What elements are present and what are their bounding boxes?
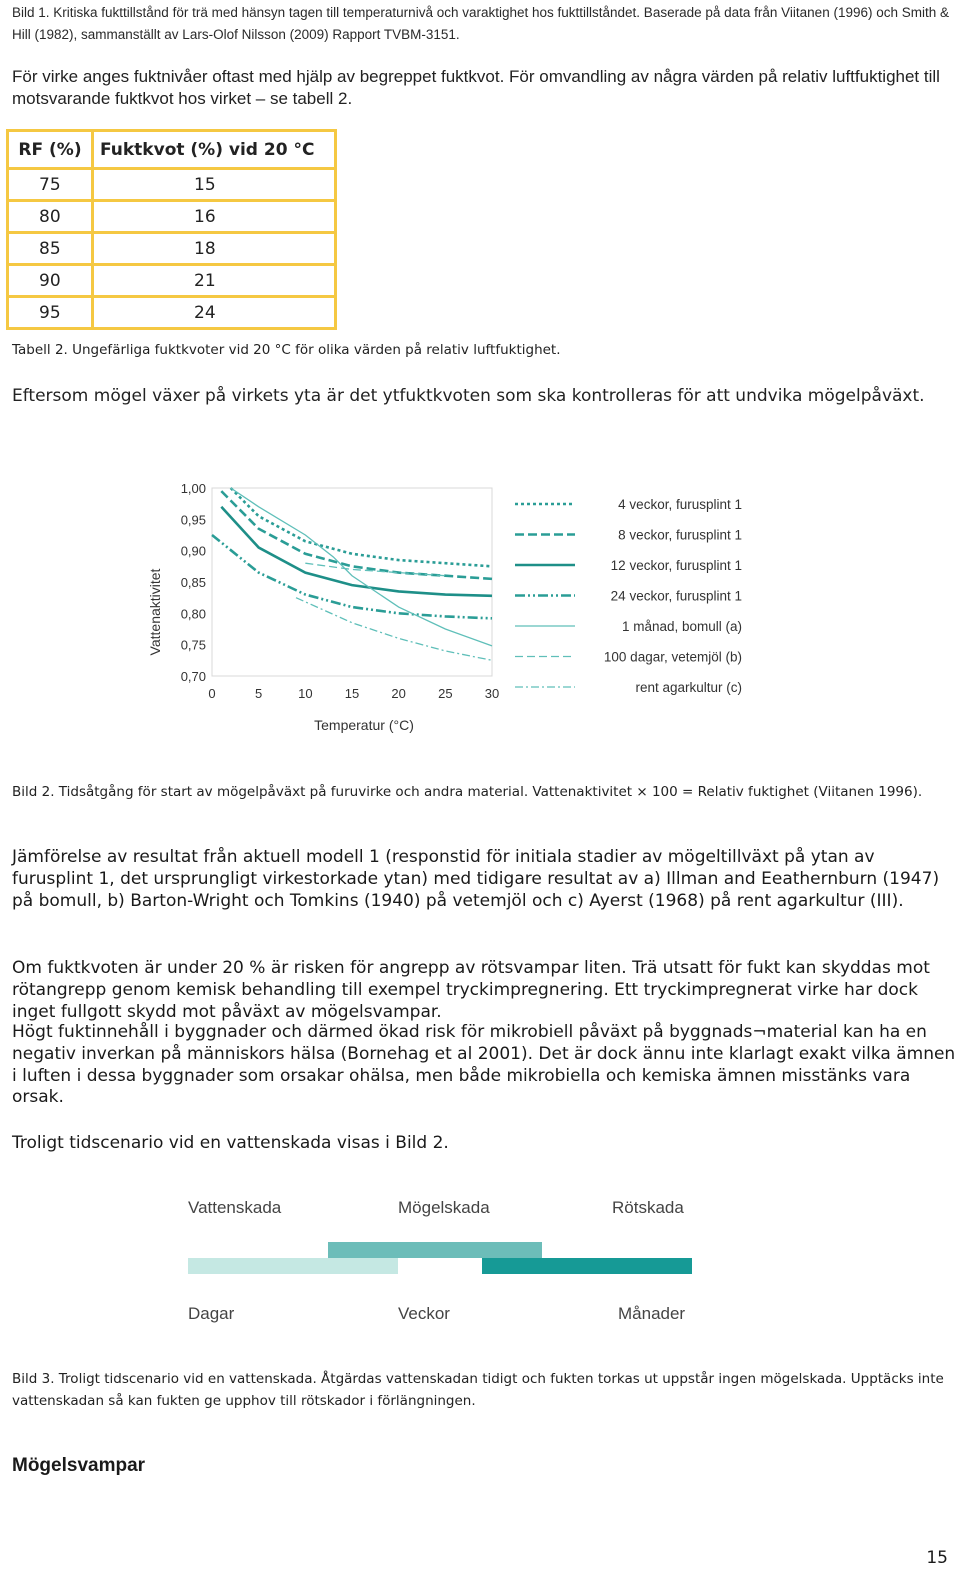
table-cell: 24 (93, 297, 336, 329)
figure-caption-3: Bild 3. Troligt tidscenario vid en vattenskada. Åtgärdas vattenskadan tidigt och fukten torkas ut uppstår ingen mögelskada. Upptäcks inte vattenskadan så kan fukten ge upphov till rötskador i förlängningen. (12, 1371, 944, 1409)
x-tick-label: 15 (344, 686, 360, 701)
legend-label: rent agarkultur (c) (635, 680, 742, 695)
y-tick-label: 0,80 (180, 606, 206, 622)
table-cell: 90 (8, 265, 93, 297)
y-tick-label: 1,00 (180, 481, 206, 496)
legend-label: 12 veckor, furusplint 1 (610, 558, 742, 573)
x-tick-label: 5 (255, 686, 263, 701)
lead-paragraph: För virke anges fuktnivåer oftast med hjälp av begreppet fuktkvot. För omvandling av några värden på relativ luftfuktighet till motsvarande fuktkvot hos virket – se tabell 2. (12, 67, 940, 108)
timeline-bar-rotskada (482, 1258, 692, 1274)
table-cell: 80 (8, 201, 93, 233)
table-row (8, 169, 336, 201)
y-tick-label: 0,90 (180, 543, 206, 559)
moisture-table (6, 129, 337, 330)
table-cell: 95 (8, 297, 93, 329)
timeline-label-mogelskada: Mögelskada (398, 1198, 490, 1217)
damage-timeline (180, 1190, 740, 1340)
health-paragraph: Högt fuktinnehåll i byggnader och därmed ökad risk för mikrobiell påväxt på byggnads¬material kan ha en negativ inverkan på människors hälsa (Bornehag et al 2001). Det är dock ännu inte klarlagt exakt vilka ämnen i luften i dessa byggnader som orsakar ohälsa, men både mikrobiella och kemiska ämnen misstänks vara orsak. (12, 1022, 956, 1108)
x-tick-label: 0 (208, 686, 216, 701)
figure-caption-1: Bild 1. Kritiska fukttillstånd för trä med hänsyn tagen till temperaturnivå och varaktighet hos fukttillståndet. Baserade på data från Viitanen (1996) och Smith & Hill (1982), sammanställt av Lars-Olof Nilsson (2009) Rapport TVBM-3151. (12, 5, 950, 42)
mold-paragraph: Eftersom mögel växer på virkets yta är det ytfuktkvoten som ska kontrolleras för att undvika mögelpåväxt. (12, 386, 925, 406)
y-tick-label: 0,95 (180, 512, 206, 528)
table-header-rf: RF (%) (8, 131, 93, 169)
chart-plot-area (212, 488, 492, 676)
chart-x-axis-label: Temperatur (°C) (314, 717, 414, 733)
timeline-label-manader: Månader (618, 1304, 686, 1323)
table-cell: 15 (93, 169, 336, 201)
mold-growth-chart (140, 470, 760, 750)
x-tick-label: 20 (391, 686, 406, 701)
x-tick-label: 25 (438, 686, 453, 701)
chart-legend (515, 497, 742, 695)
legend-label: 8 veckor, furusplint 1 (618, 527, 742, 543)
legend-label: 4 veckor, furusplint 1 (618, 497, 742, 512)
x-tick-label: 30 (484, 686, 500, 701)
table-cell: 85 (8, 233, 93, 265)
timeline-label-dagar: Dagar (188, 1304, 235, 1323)
table-cell: 75 (8, 169, 93, 201)
legend-label: 100 dagar, vetemjöl (b) (603, 649, 742, 665)
table-cell: 21 (93, 265, 336, 297)
chart-y-axis-label: Vattenaktivitet (147, 568, 163, 656)
y-tick-label: 0,75 (180, 637, 206, 653)
section-heading: Mögelsvampar (12, 1455, 146, 1476)
x-tick-label: 10 (298, 686, 313, 701)
timeline-bar-mogelskada (328, 1242, 542, 1258)
timeline-label-rotskada: Rötskada (612, 1198, 684, 1217)
table-row (8, 265, 336, 297)
legend-label: 1 månad, bomull (a) (621, 619, 742, 634)
table-row (8, 233, 336, 265)
table-cell: 16 (93, 201, 336, 233)
timeline-label-vattenskada: Vattenskada (188, 1198, 282, 1217)
page-number: 15 (926, 1548, 948, 1568)
y-tick-label: 0,85 (180, 575, 206, 590)
table-header-row (8, 131, 336, 169)
table-row (8, 297, 336, 329)
timeline-label-veckor: Veckor (398, 1304, 450, 1323)
table-header-fuktkvot: Fuktkvot (%) vid 20 °C (93, 131, 336, 169)
table-caption: Tabell 2. Ungefärliga fuktkvoter vid 20 °C för olika värden på relativ luftfuktighet. (12, 342, 561, 358)
legend-label: 24 veckor, furusplint 1 (610, 588, 742, 604)
timeline-bar-vattenskada (188, 1258, 398, 1274)
y-tick-label: 0,70 (180, 669, 206, 684)
rot-paragraph: Om fuktkvoten är under 20 % är risken för angrepp av rötsvampar liten. Trä utsatt för fukt kan skyddas mot rötangrepp genom kemisk behandling till exempel tryckimpregnering. Ett tryckimpregnerat virke har dock inget fullgott skydd mot påväxt av mögelsvampar. (12, 958, 930, 1022)
chart-grid (212, 488, 492, 676)
table-cell: 18 (93, 233, 336, 265)
figure-caption-2: Bild 2. Tidsåtgång för start av mögelpåväxt på furuvirke och andra material. Vattenaktivitet × 100 = Relativ fuktighet (Viitanen 1996). (12, 784, 923, 800)
comparison-paragraph: Jämförelse av resultat från aktuell modell 1 (responstid för initiala stadier av mögeltillväxt på ytan av furusplint 1, det ursprungligt virkestorkade ytan) med tidigare resultat av a) Illman and Eeathernburn (1947) på bomull, b) Barton-Wright och Tomkins (1940) på vetemjöl och c) Ayerst (1968) på rent agarkultur (III). (12, 847, 940, 911)
scenario-paragraph: Troligt tidscenario vid en vattenskada visas i Bild 2. (12, 1133, 449, 1153)
table-row (8, 201, 336, 233)
